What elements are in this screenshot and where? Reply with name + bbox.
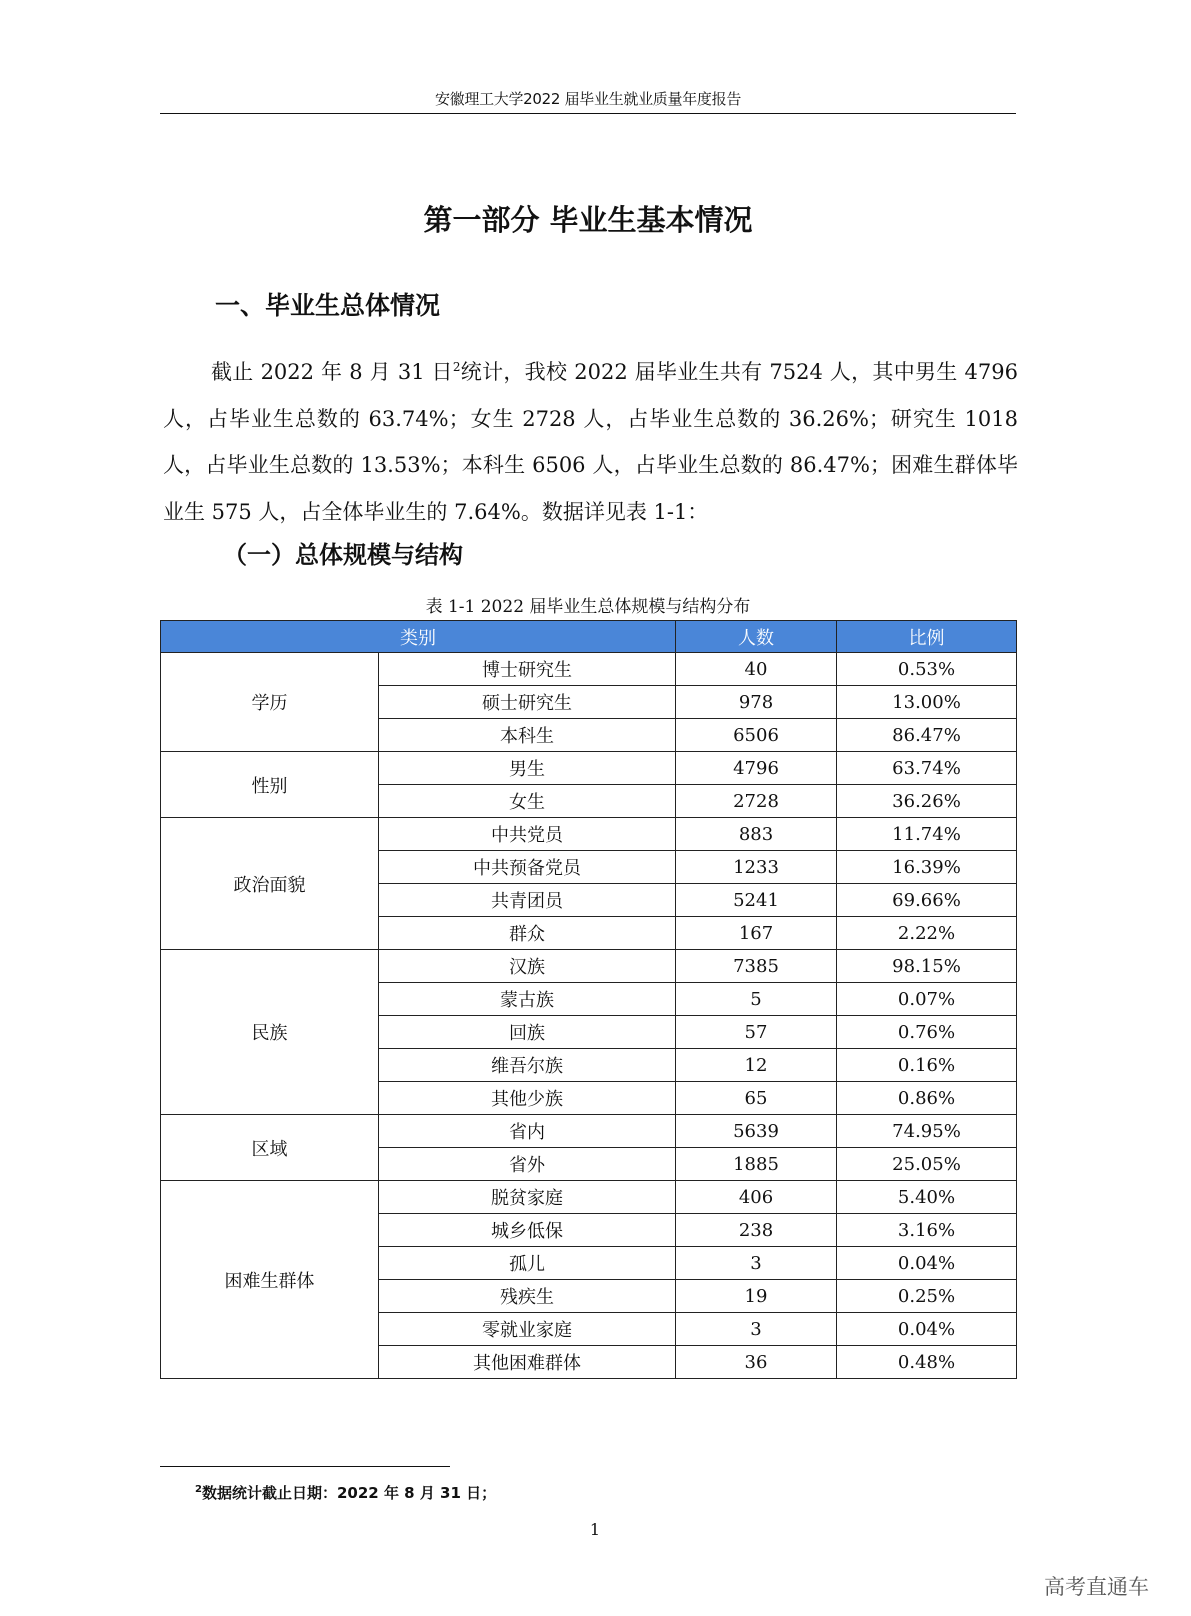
group-cell: 政治面貌 bbox=[161, 818, 379, 950]
count-cell: 1233 bbox=[676, 851, 837, 884]
ratio-cell: 74.95% bbox=[837, 1115, 1017, 1148]
page-header: 安徽理工大学2022 届毕业生就业质量年度报告 bbox=[434, 90, 742, 108]
header-category: 类别 bbox=[161, 621, 676, 653]
ratio-cell: 16.39% bbox=[837, 851, 1017, 884]
item-cell: 脱贫家庭 bbox=[379, 1181, 676, 1214]
item-cell: 城乡低保 bbox=[379, 1214, 676, 1247]
ratio-cell: 13.00% bbox=[837, 686, 1017, 719]
count-cell: 978 bbox=[676, 686, 837, 719]
section-title: 一、毕业生总体情况 bbox=[215, 291, 441, 320]
table-body bbox=[161, 653, 1017, 1379]
count-cell: 12 bbox=[676, 1049, 837, 1082]
item-cell: 共青团员 bbox=[379, 884, 676, 917]
item-cell: 蒙古族 bbox=[379, 983, 676, 1016]
header-rule bbox=[160, 113, 1016, 114]
item-cell: 硕士研究生 bbox=[379, 686, 676, 719]
footnote-text: 数据统计截止日期：2022 年 8 月 31 日； bbox=[201, 1484, 497, 1502]
count-cell: 6506 bbox=[676, 719, 837, 752]
group-cell: 困难生群体 bbox=[161, 1181, 379, 1379]
footnote-marker: 2 bbox=[195, 1484, 202, 1495]
item-cell: 博士研究生 bbox=[379, 653, 676, 686]
item-cell: 女生 bbox=[379, 785, 676, 818]
count-cell: 40 bbox=[676, 653, 837, 686]
ratio-cell: 98.15% bbox=[837, 950, 1017, 983]
structure-table bbox=[160, 620, 1017, 1379]
page-number: 1 bbox=[589, 1520, 601, 1539]
footnote-ref: 2 bbox=[452, 360, 461, 374]
group-cell: 性别 bbox=[161, 752, 379, 818]
table-row bbox=[161, 1181, 1017, 1214]
ratio-cell: 3.16% bbox=[837, 1214, 1017, 1247]
count-cell: 4796 bbox=[676, 752, 837, 785]
count-cell: 7385 bbox=[676, 950, 837, 983]
footnote-rule bbox=[160, 1466, 450, 1467]
count-cell: 5241 bbox=[676, 884, 837, 917]
header-count: 人数 bbox=[676, 621, 837, 653]
item-cell: 省内 bbox=[379, 1115, 676, 1148]
count-cell: 2728 bbox=[676, 785, 837, 818]
group-cell: 区域 bbox=[161, 1115, 379, 1181]
item-cell: 回族 bbox=[379, 1016, 676, 1049]
count-cell: 406 bbox=[676, 1181, 837, 1214]
count-cell: 19 bbox=[676, 1280, 837, 1313]
item-cell: 群众 bbox=[379, 917, 676, 950]
group-cell: 学历 bbox=[161, 653, 379, 752]
ratio-cell: 0.04% bbox=[837, 1313, 1017, 1346]
table-row bbox=[161, 1115, 1017, 1148]
paragraph-text-start: 截止 2022 年 8 月 31 日 bbox=[211, 360, 453, 384]
table-row bbox=[161, 653, 1017, 686]
count-cell: 36 bbox=[676, 1346, 837, 1379]
table-row bbox=[161, 818, 1017, 851]
count-cell: 65 bbox=[676, 1082, 837, 1115]
item-cell: 本科生 bbox=[379, 719, 676, 752]
ratio-cell: 0.86% bbox=[837, 1082, 1017, 1115]
count-cell: 1885 bbox=[676, 1148, 837, 1181]
count-cell: 3 bbox=[676, 1313, 837, 1346]
item-cell: 残疾生 bbox=[379, 1280, 676, 1313]
watermark: 高考直通车 bbox=[1044, 1575, 1149, 1599]
item-cell: 中共党员 bbox=[379, 818, 676, 851]
body-paragraph bbox=[163, 344, 1018, 535]
footnote bbox=[195, 1482, 496, 1503]
ratio-cell: 69.66% bbox=[837, 884, 1017, 917]
count-cell: 5639 bbox=[676, 1115, 837, 1148]
item-cell: 中共预备党员 bbox=[379, 851, 676, 884]
ratio-cell: 2.22% bbox=[837, 917, 1017, 950]
count-cell: 3 bbox=[676, 1247, 837, 1280]
ratio-cell: 0.48% bbox=[837, 1346, 1017, 1379]
ratio-cell: 0.76% bbox=[837, 1016, 1017, 1049]
subsection-title: （一）总体规模与结构 bbox=[223, 541, 463, 569]
paragraph-text-rest: 统计，我校 2022 届毕业生共有 7524 人，其中男生 4796 人，占毕业生总数的 63.74%；女生 2728 人，占毕业生总数的 36.26%；研究生 1018 人，占毕业生总数的 13.53%；本科生 6506 人，占毕业生总数的 86.47%；困难生群体毕业生 575 人，占全体毕业生的 7.64%。数据详见表 1-1： bbox=[163, 360, 1018, 524]
ratio-cell: 0.25% bbox=[837, 1280, 1017, 1313]
count-cell: 238 bbox=[676, 1214, 837, 1247]
table-row bbox=[161, 950, 1017, 983]
ratio-cell: 0.16% bbox=[837, 1049, 1017, 1082]
count-cell: 5 bbox=[676, 983, 837, 1016]
item-cell: 汉族 bbox=[379, 950, 676, 983]
item-cell: 零就业家庭 bbox=[379, 1313, 676, 1346]
ratio-cell: 36.26% bbox=[837, 785, 1017, 818]
item-cell: 孤儿 bbox=[379, 1247, 676, 1280]
table-caption: 表 1-1 2022 届毕业生总体规模与结构分布 bbox=[425, 597, 751, 617]
ratio-cell: 0.04% bbox=[837, 1247, 1017, 1280]
table-header-row bbox=[161, 621, 1017, 653]
count-cell: 167 bbox=[676, 917, 837, 950]
item-cell: 维吾尔族 bbox=[379, 1049, 676, 1082]
ratio-cell: 5.40% bbox=[837, 1181, 1017, 1214]
count-cell: 57 bbox=[676, 1016, 837, 1049]
table-row bbox=[161, 752, 1017, 785]
item-cell: 其他困难群体 bbox=[379, 1346, 676, 1379]
ratio-cell: 0.53% bbox=[837, 653, 1017, 686]
item-cell: 省外 bbox=[379, 1148, 676, 1181]
group-cell: 民族 bbox=[161, 950, 379, 1115]
ratio-cell: 0.07% bbox=[837, 983, 1017, 1016]
header-ratio: 比例 bbox=[837, 621, 1017, 653]
ratio-cell: 86.47% bbox=[837, 719, 1017, 752]
part-title: 第一部分 毕业生基本情况 bbox=[423, 203, 753, 237]
count-cell: 883 bbox=[676, 818, 837, 851]
ratio-cell: 11.74% bbox=[837, 818, 1017, 851]
item-cell: 男生 bbox=[379, 752, 676, 785]
item-cell: 其他少族 bbox=[379, 1082, 676, 1115]
ratio-cell: 25.05% bbox=[837, 1148, 1017, 1181]
ratio-cell: 63.74% bbox=[837, 752, 1017, 785]
